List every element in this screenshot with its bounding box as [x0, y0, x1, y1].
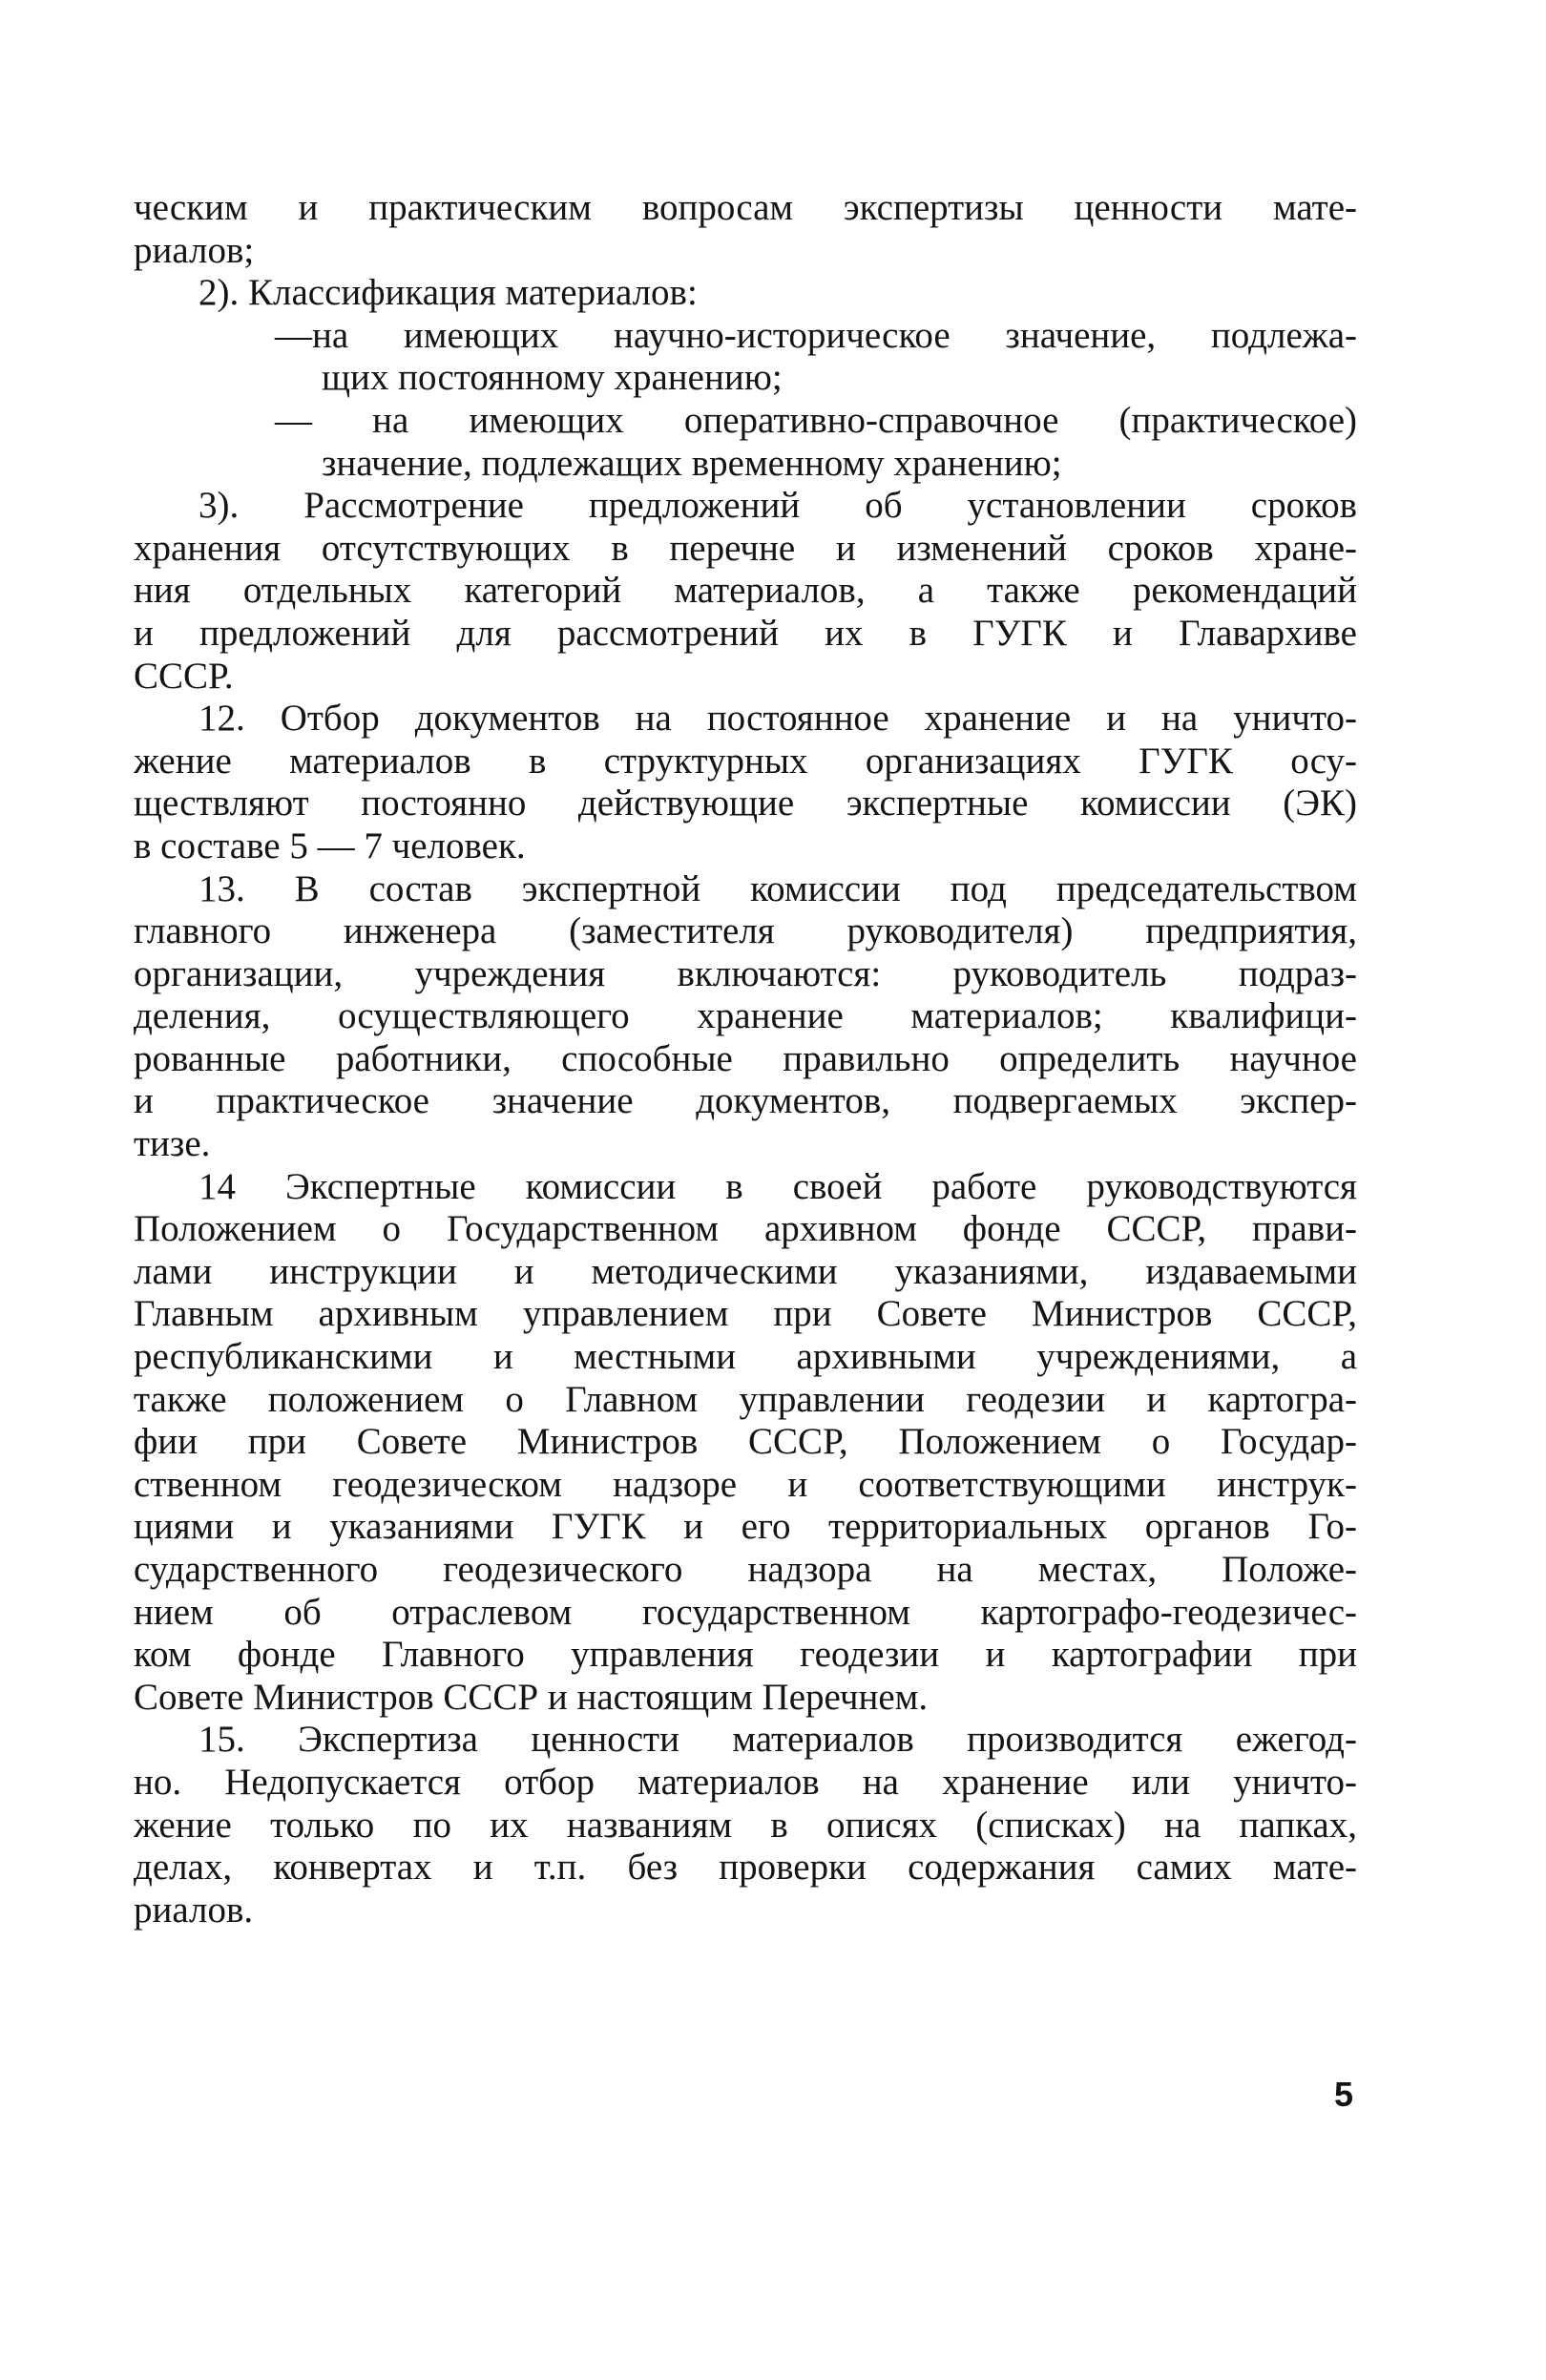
text-line: нием об отраслевом государственном картографо-геодезичес- — [134, 1591, 1357, 1633]
text-line: ческим и практическим вопросам экспертизы ценности мате- — [134, 187, 1357, 228]
paragraph-start: 14 Экспертные комиссии в своей работе руководствуются — [198, 1165, 1357, 1207]
text-line: сударственного геодезического надзора на местах, Положе- — [134, 1549, 1357, 1590]
page-number: 5 — [1334, 2075, 1354, 2114]
list-item-heading: 2). Классификация материалов: — [198, 272, 698, 314]
text-line: щих постоянному хранению; — [322, 357, 783, 399]
paragraph-start: 13. В состав экспертной комиссии под председательством — [198, 867, 1357, 909]
text-line: СССР. — [134, 655, 234, 697]
text-line: и практическое значение документов, подвергаемых экспер- — [134, 1080, 1357, 1122]
text-line: Главным архивным управлением при Совете Министров СССР, — [134, 1293, 1357, 1335]
text-line: также положением о Главном управлении геодезии и картогра- — [134, 1378, 1357, 1420]
text-line: ком фонде Главного управления геодезии и картографии при — [134, 1634, 1357, 1676]
text-line: и предложений для рассмотрений их в ГУГК и Главархиве — [134, 612, 1357, 654]
text-line: Положением о Государственном архивном фонде СССР, прави- — [134, 1208, 1357, 1250]
text-line: фии при Совете Министров СССР, Положением о Государ- — [134, 1421, 1357, 1463]
text-line: — на имеющих оперативно-справочное (практическое) — [275, 399, 1357, 441]
text-line: лами инструкции и методическими указаниями, издаваемыми — [134, 1250, 1357, 1292]
text-line: в составе 5 — 7 человек. — [134, 825, 526, 866]
text-line: тизе. — [134, 1123, 211, 1165]
text-line: циями и указаниями ГУГК и его территориальных органов Го- — [134, 1506, 1357, 1548]
text-line: жение материалов в структурных организациях ГУГК осу- — [134, 740, 1357, 782]
text-line: хранения отсутствующих в перечне и изменений сроков хране- — [134, 527, 1357, 569]
text-line: рованные работники, способные правильно определить научное — [134, 1037, 1357, 1079]
text-line: деления, осуществляющего хранение материалов; квалифици- — [134, 995, 1357, 1037]
text-line: риалов; — [134, 229, 255, 271]
text-line: делах, конвертах и т.п. без проверки содержания самих мате- — [134, 1847, 1357, 1889]
document-body — [134, 187, 1357, 1931]
text-line: —на имеющих научно-историческое значение, подлежа- — [275, 314, 1357, 356]
text-line: значение, подлежащих временному хранению; — [322, 442, 1062, 484]
text-line: ществляют постоянно действующие экспертные комиссии (ЭК) — [134, 783, 1357, 825]
list-item-heading: 3). Рассмотрение предложений об установлении сроков — [198, 485, 1357, 527]
paragraph-start: 12. Отбор документов на постоянное хранение и на уничто- — [198, 698, 1357, 740]
text-line: республиканскими и местными архивными учреждениями, а — [134, 1336, 1357, 1378]
text-line: ния отдельных категорий материалов, а также рекомендаций — [134, 570, 1357, 612]
text-line: ственном геодезическом надзоре и соответствующими инструк- — [134, 1463, 1357, 1505]
text-line: главного инженера (заместителя руководителя) предприятия, — [134, 910, 1357, 952]
paragraph-start: 15. Экспертиза ценности материалов производится ежегод- — [198, 1719, 1357, 1761]
text-line: риалов. — [134, 1889, 254, 1931]
text-line: организации, учреждения включаются: руководитель подраз- — [134, 952, 1357, 994]
text-line: жение только по их названиям в описях (списках) на папках, — [134, 1804, 1357, 1846]
text-line: но. Недопускается отбор материалов на хранение или уничто- — [134, 1761, 1357, 1803]
text-line: Совете Министров СССР и настоящим Перечнем. — [134, 1676, 929, 1718]
